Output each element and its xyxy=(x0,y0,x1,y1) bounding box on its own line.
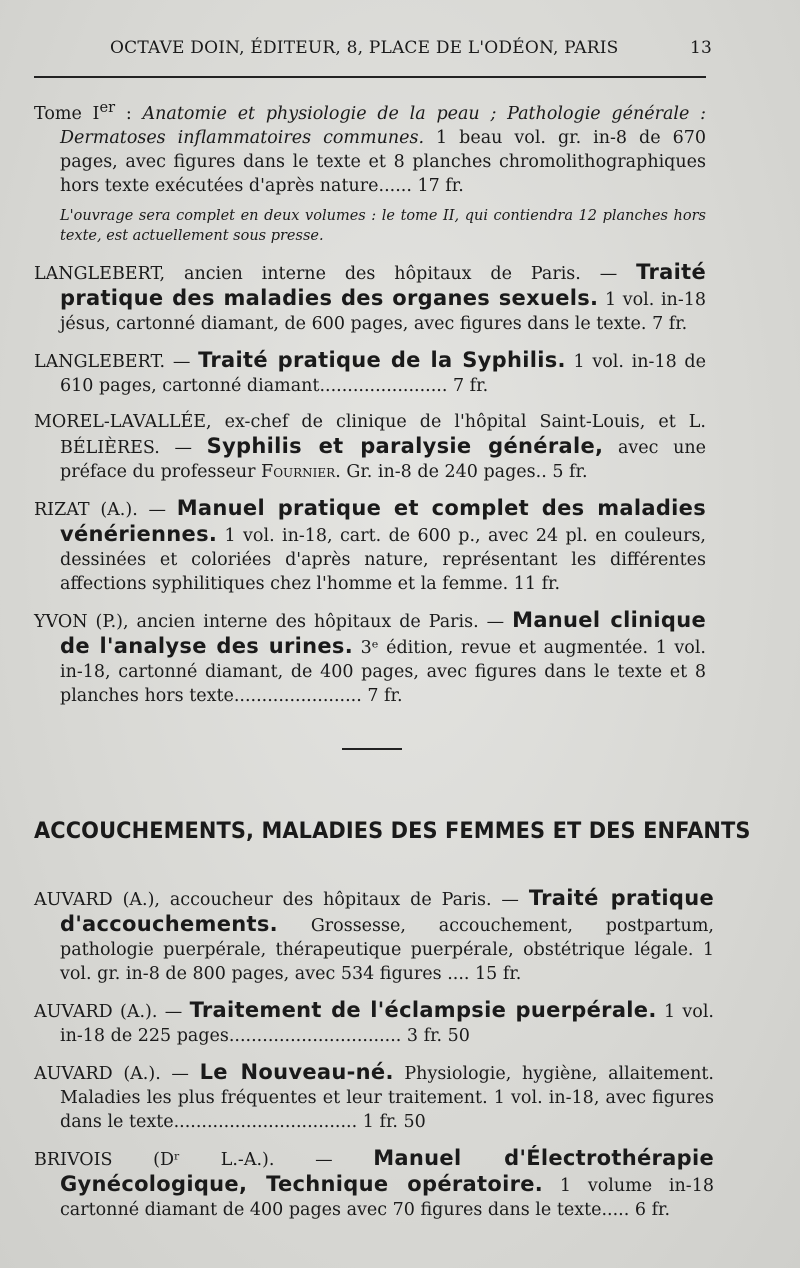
entry-title: Traité pratique d'accouchements. xyxy=(60,886,714,936)
entry-title: Traité pratique des maladies des organes sexuels. xyxy=(60,259,706,310)
entry-desc: ex-chef de clinique de l'hôpital Saint-Louis, et L. BÉLIÈRES. — xyxy=(60,411,706,458)
catalog-top xyxy=(34,96,706,720)
entry-author: MOREL-LAVALLÉE, xyxy=(34,411,212,432)
entry-desc: — xyxy=(274,1150,374,1170)
entry-details: Grossesse, accouchement, postpartum, pathologie puerpérale, thérapeutique puerpérale, obstétrique légale. 1 vol. gr. in-8 de 800 pages, avec 534 figures .... xyxy=(60,916,714,984)
catalog-entry-tome xyxy=(34,96,706,198)
entry-details: avec une préface du professeur xyxy=(60,437,706,482)
entry-details: Physiologie, hygiène, allaitement. Maladies les plus fréquentes et leur traitement. 1 vol. in-18, avec figures dans le texte................................. xyxy=(60,1064,714,1132)
entry-price: 1 fr. 50 xyxy=(362,1112,426,1132)
entry-details: 1 vol. in-18 de 225 pages............................... xyxy=(60,1002,714,1046)
entry-details: 1 vol. in-18, cart. de 600 p., avec 24 pl. en couleurs, dessinées et coloriées d'après nature, représentant les différentes affections syphilitiques chez l'homme et la femme. xyxy=(60,525,706,594)
entry-desc: ancien interne des hôpitaux de Paris. — xyxy=(165,263,637,284)
publisher-line: OCTAVE DOIN, ÉDITEUR, 8, PLACE DE L'ODÉON, PARIS xyxy=(110,38,619,58)
tome-label: Tome I xyxy=(34,103,100,124)
entry-price: 6 fr. xyxy=(634,1200,671,1220)
entry-desc: — xyxy=(165,351,199,372)
section-divider xyxy=(342,748,402,750)
catalog-entry-langlebert-1 xyxy=(34,260,706,336)
entry-details: 3ᵉ édition, revue et augmentée. 1 vol. in-18, cartonné diamant, de 400 pages, avec figures dans le texte et 8 planches hors texte....................... xyxy=(60,637,706,706)
entry-author: BRIVOIS (Dʳ L.-A.). xyxy=(34,1150,275,1170)
tome-sup: er xyxy=(99,99,116,116)
entry-desc: — xyxy=(137,499,177,520)
entry-price: 17 fr. xyxy=(417,175,464,196)
entry-price: 7 fr. xyxy=(652,313,688,334)
entry-title: Syphilis et paralysie générale, xyxy=(206,433,604,458)
running-head xyxy=(110,38,712,58)
catalog-entry-rizat xyxy=(34,496,706,596)
entry-smallcaps-name: Fournier xyxy=(261,461,336,482)
entry-desc: ancien interne des hôpitaux de Paris. — xyxy=(128,611,513,632)
tome-title: Anatomie et physiologie de la peau ; Pathologie générale : Dermatoses inflammatoires communes. xyxy=(60,103,706,148)
catalog-entry-auvard-3 xyxy=(34,1060,714,1134)
entry-details: 1 volume in-18 cartonné diamant de 400 pages avec 70 figures dans le texte..... xyxy=(60,1176,714,1220)
entry-details: 1 vol. in-18 jésus, cartonné diamant, de 600 pages, avec figures dans le texte. xyxy=(60,289,706,334)
section-title: ACCOUCHEMENTS, MALADIES DES FEMMES ET DES ENFANTS xyxy=(34,818,751,844)
entry-price: 7 fr. xyxy=(452,375,489,396)
entry-author: LANGLEBERT, xyxy=(34,263,166,284)
entry-details: 1 vol. in-18 de 610 pages, cartonné diamant....................... xyxy=(60,351,706,396)
entry-title: Le Nouveau-né. xyxy=(199,1060,394,1084)
entry-price: 15 fr. xyxy=(475,964,522,984)
catalog-entry-yvon xyxy=(34,608,706,708)
entry-author: RIZAT (A.). xyxy=(34,499,138,520)
entry-title: Traité pratique de la Syphilis. xyxy=(198,347,566,372)
page-number: 13 xyxy=(689,38,712,58)
entry-author: YVON (P.), xyxy=(34,611,129,632)
header-rule xyxy=(34,76,706,78)
entry-desc: — xyxy=(157,1002,190,1022)
entry-desc: — xyxy=(160,1064,200,1084)
catalog-entry-auvard-2 xyxy=(34,998,714,1048)
entry-author: AUVARD (A.), xyxy=(34,890,160,910)
entry-price: 3 fr. 50 xyxy=(406,1026,470,1046)
entry-title: Manuel d'Électrothérapie Gynécologique, Technique opératoire. xyxy=(60,1146,714,1196)
entry-price: 11 fr. xyxy=(513,573,561,594)
catalog-bottom xyxy=(34,886,714,1234)
catalog-entry-langlebert-2 xyxy=(34,348,706,398)
entry-author: AUVARD (A.). xyxy=(34,1002,158,1022)
tome-colon: : xyxy=(115,103,143,124)
entry-title: Traitement de l'éclampsie puerpérale. xyxy=(189,998,657,1022)
entry-title: Manuel clinique de l'analyse des urines. xyxy=(60,607,706,658)
catalog-entry-auvard-1 xyxy=(34,886,714,986)
tome-desc: 1 beau vol. gr. in-8 de 670 pages, avec figures dans le texte et 8 planches chromolithographiques hors texte exécutées d'après nature...... xyxy=(60,127,706,196)
entry-author: LANGLEBERT. xyxy=(34,351,166,372)
entry-price: 7 fr. xyxy=(367,685,403,706)
entry-title: Manuel pratique et complet des maladies vénériennes. xyxy=(60,495,706,546)
catalog-entry-morel-lavallee xyxy=(34,410,706,484)
entry-price: 5 fr. xyxy=(552,461,588,482)
catalog-entry-brivois xyxy=(34,1146,714,1222)
entry-details-2: . Gr. in-8 de 240 pages.. xyxy=(335,461,547,482)
entry-desc: accoucheur des hôpitaux de Paris. — xyxy=(159,890,529,910)
entry-author: AUVARD (A.). xyxy=(34,1064,161,1084)
publication-note: L'ouvrage sera complet en deux volumes : le tome II, qui contiendra 12 planches hors texte, est actuellement sous presse. xyxy=(60,207,706,244)
